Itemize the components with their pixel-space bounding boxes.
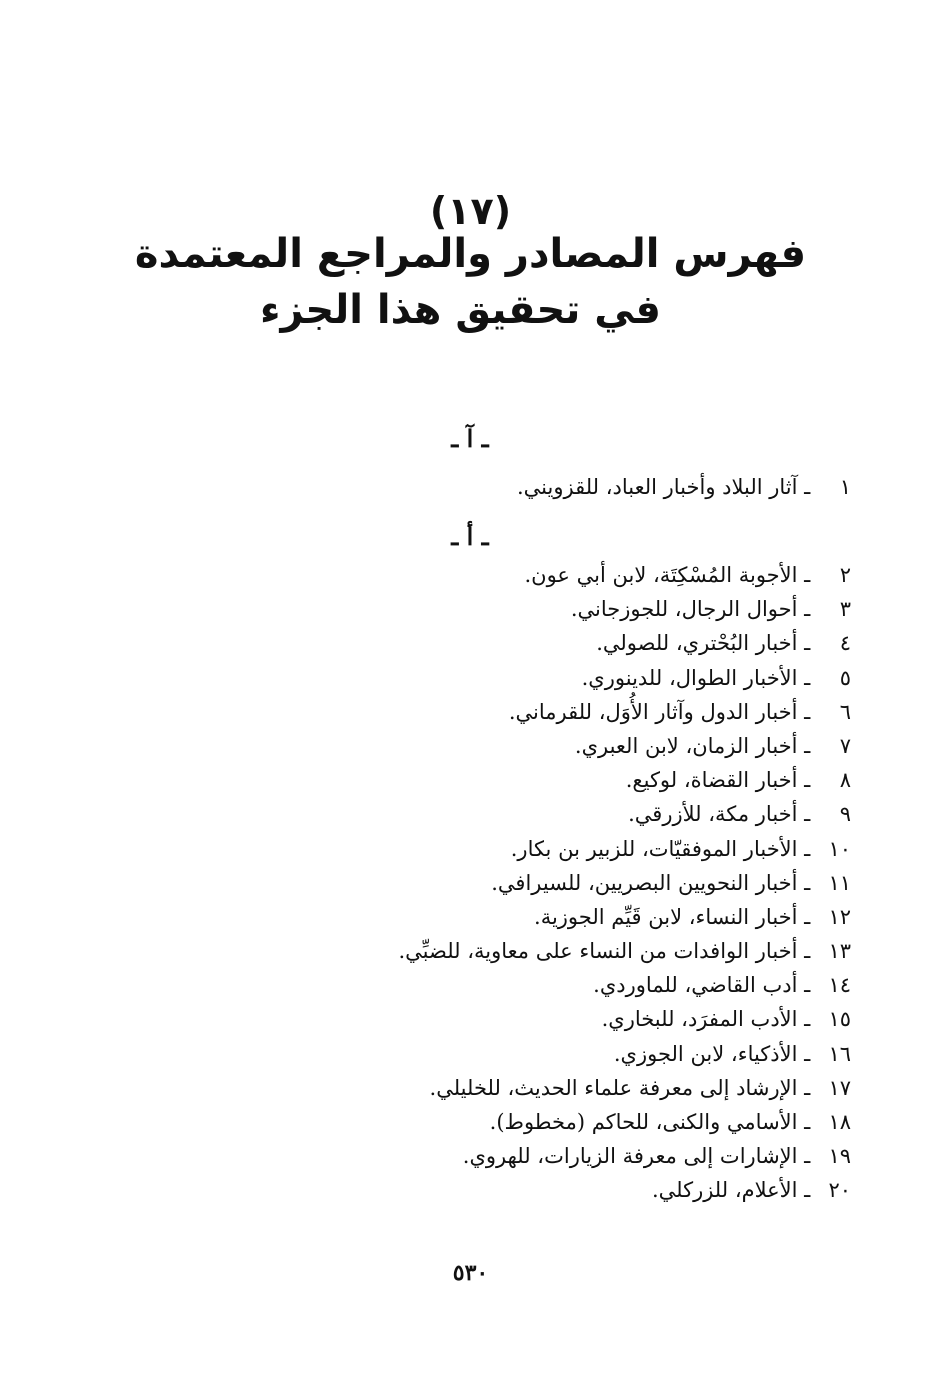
entry-number: ٣ [839,597,851,622]
list-item [371,1002,851,1036]
list-item [371,763,851,797]
entry-number: ١٤ [828,973,851,998]
page-number: ٥٣٠ [452,1260,489,1286]
list-item [371,1173,851,1207]
entry-number: ٢٠ [828,1178,851,1203]
page-title-line-1: فهرس المصادر والمراجع المعتمدة [134,231,807,277]
entry-text: ـ آثار البلاد وأخبار العباد، للقزويني. [516,475,811,499]
entry-text: ـ الأعلام، للزركلي. [651,1178,811,1203]
section-letter-alif-madda: ـ آ ـ [451,424,489,453]
list-item [371,592,851,626]
entry-number: ٢ [839,563,851,587]
entry-number: ٦ [839,699,851,724]
list-item [371,797,851,831]
entry-number: ١٣ [828,939,851,964]
list-item [371,729,851,763]
entry-text: ـ أخبار النحويين البصريين، للسيرافي. [491,870,811,895]
entry-number: ٨ [839,768,851,793]
entry-number: ٧ [839,733,851,758]
entry-number: ١٧ [828,1075,851,1100]
entry-number: ١٨ [828,1110,851,1134]
entry-number: ١٢ [828,904,851,929]
list-item [371,558,851,592]
entry-text: ـ أخبار الوافدات من النساء على معاوية، للضبِّي. [398,939,811,964]
entry-list-section-2 [371,558,851,1208]
entry-number: ٤ [839,631,851,656]
entry-text: ـ أخبار القضاة، لوكيع. [625,768,811,793]
list-item [371,934,851,968]
list-item [371,866,851,900]
entry-number: ١٥ [828,1007,851,1032]
list-item [371,1071,851,1105]
entry-number: ٥ [839,665,851,690]
list-item [371,695,851,729]
entry-list-section-1 [371,470,851,504]
entry-number: ١٠ [828,836,851,861]
list-item [371,470,851,504]
page-title-line-2: في تحقيق هذا الجزء [260,287,661,333]
entry-text: ـ الأدب المفرَد، للبخاري. [601,1007,811,1032]
entry-text: ـ الأسامي والكنى، للحاكم (مخطوط). [489,1110,811,1134]
section-letter-alif-hamza: ـ أ ـ [451,522,489,551]
entry-number: ١ [839,475,851,499]
entry-text: ـ الأجوبة المُسْكِتَة، لابن أبي عون. [524,563,811,587]
list-item [371,661,851,695]
entry-text: ـ الأخبار الطوال، للدينوري. [581,665,811,690]
entry-text: ـ أدب القاضي، للماوردي. [593,973,811,998]
chapter-number: (١٧) [429,189,512,233]
entry-text: ـ الإشارات إلى معرفة الزيارات، للهروي. [462,1144,811,1169]
entry-text: ـ أحوال الرجال، للجوزجاني. [570,597,811,622]
list-item [371,832,851,866]
list-item [371,1037,851,1071]
entry-text: ـ الإرشاد إلى معرفة علماء الحديث، للخليلي. [429,1075,811,1100]
entry-number: ١١ [828,870,851,895]
list-item [371,900,851,934]
entry-text: ـ أخبار الدول وآثار الأُوَل، للقرماني. [508,699,811,724]
list-item [371,968,851,1002]
entry-text: ـ أخبار الزمان، لابن العبري. [574,733,811,758]
list-item [371,1105,851,1139]
entry-text: ـ أخبار النساء، لابن قَيِّم الجوزية. [534,904,811,929]
entry-number: ١٩ [828,1144,851,1169]
entry-text: ـ الأذكياء، لابن الجوزي. [613,1041,811,1066]
entry-number: ١٦ [828,1041,851,1066]
entry-text: ـ أخبار مكة، للأزرقي. [628,802,811,827]
list-item [371,626,851,660]
entry-number: ٩ [839,802,851,827]
entry-text: ـ أخبار البُحْتري، للصولي. [596,631,811,656]
list-item [371,1139,851,1173]
entry-text: ـ الأخبار الموفقيّات، للزبير بن بكار. [510,836,811,861]
